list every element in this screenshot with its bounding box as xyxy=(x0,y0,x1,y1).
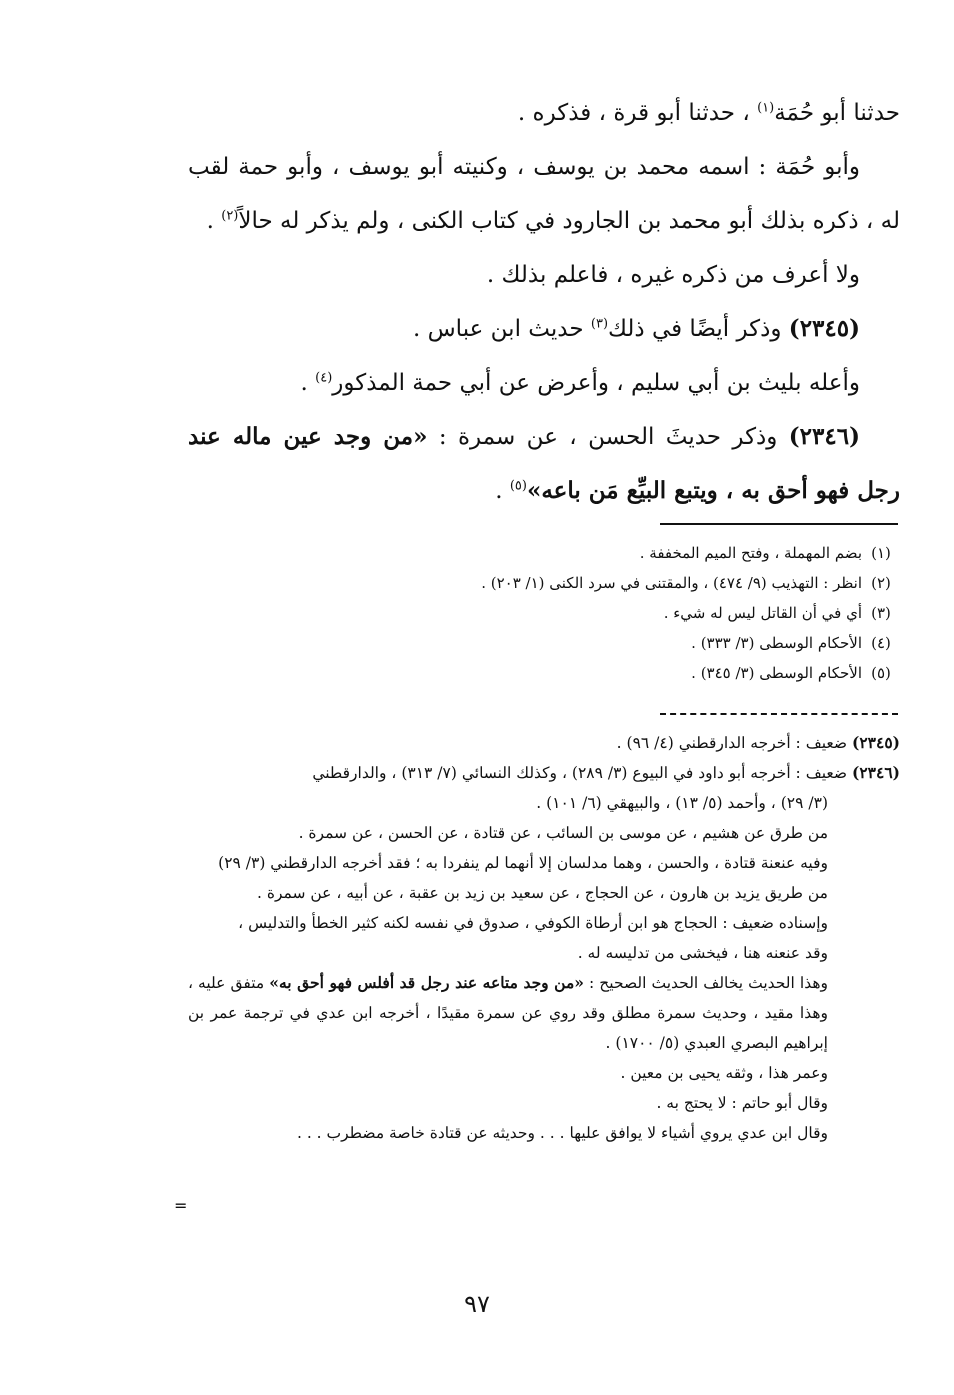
takhrij-number: (٢٣٤٦) xyxy=(852,763,900,782)
paragraph-4: (٢٣٤٥) وذكر أيضًا في ذلك$^{(٣)}$ حديث ابن عباس . xyxy=(412,315,860,342)
paragraph-6: (٢٣٤٦) وذكر حديثَ الحسن ، عن سمرة : «من وجد عين ماله عند رجل فهو أحق به ، ويتبع البيِّع مَن باعه»$^{(٥)}$ . xyxy=(188,423,900,504)
takhrij-number: (٢٣٤٥) xyxy=(852,733,900,752)
takhrij-2346-continued: (٣/ ٢٩) ، وأحمد (٥/ ١٣) ، والبيهقي (٦/ ١٠١) . xyxy=(536,794,828,812)
footnote-ref-2[interactable]: (٢) xyxy=(221,208,239,224)
takhrij-line: وقال أبو حاتم : لا يحتج به . xyxy=(656,1094,828,1112)
takhrij-2345: (٢٣٤٥) ضعيف : أخرجه الدارقطني (٤/ ٩٦) . xyxy=(616,733,900,752)
sahih-quote: «من وجد متاعه عند رجل قد أفلس فهو أحق به» xyxy=(269,973,584,992)
footnote-text: بضم المهملة ، وفتح الميم المخففة . xyxy=(639,544,862,562)
footnote-text: انظر : التهذيب (٩/ ٤٧٤) ، والمقتنى في سرد الكنى (١/ ٢٠٣) . xyxy=(481,574,862,592)
hadith-number-2346: (٢٣٤٦) xyxy=(788,423,860,450)
footnote-number: (٤) xyxy=(871,634,891,652)
continuation-mark: = xyxy=(174,1196,188,1215)
footnote-item xyxy=(400,658,900,688)
footnote-text: أي في أن القاتل ليس له شيء . xyxy=(663,604,862,622)
footnote-ref-1[interactable]: (١) xyxy=(757,100,775,116)
paragraph-2: وأبو حُمَة : اسمه محمد بن يوسف ، وكنيته أبو يوسف ، وأبو حمة لقب له ، ذكره بذلك أبو محمد بن الجارود في كتاب الكنى ، ولم يذكر له حالاً$^{(٢)}$ . xyxy=(188,154,900,234)
page-number: ٩٧ xyxy=(464,1290,490,1318)
hadith-number-2345: (٢٣٤٥) xyxy=(788,315,860,342)
takhrij-separator xyxy=(660,713,898,715)
footnote-item xyxy=(400,628,900,658)
takhrij-2346: (٢٣٤٦) ضعيف : أخرجه أبو داود في البيوع (٣/ ٢٨٩) ، وكذلك النسائي (٧/ ٣١٣) ، والدارقطني xyxy=(312,763,900,782)
takhrij-line: وإسناده ضعيف : الحجاج هو ابن أرطاة الكوفي ، صدوق في نفسه لكنه كثير الخطأ والتدليس ، xyxy=(238,914,828,932)
takhrij-line: وفيه عنعنة قتادة ، والحسن ، وهما مدلسان إلا أنهما لم ينفردا به ؛ فقد أخرجه الدارقطني (٣/ ٢٩) xyxy=(218,854,828,872)
footnote-ref-5[interactable]: (٥) xyxy=(509,478,527,494)
footnote-text: الأحكام الوسطى (٣/ ٣٣٣) . xyxy=(691,634,862,652)
footnotes xyxy=(400,538,900,688)
footnote-number: (٥) xyxy=(871,664,891,682)
paragraph-5: وأعله بليث بن أبي سليم ، وأعرض عن أبي حمة المذكور$^{(٤)}$ . xyxy=(300,370,860,396)
footnote-item xyxy=(400,568,900,598)
paragraph-3: ولا أعرف من ذكره غيره ، فاعلم بذلك . xyxy=(486,262,860,288)
footnote-number: (٣) xyxy=(871,604,891,622)
footnote-ref-3[interactable]: (٣) xyxy=(590,316,609,332)
takhrij-line: من طريق يزيد بن هارون ، عن الحجاج ، عن سعيد بن زيد بن عقبة ، عن أبيه ، عن سمرة . xyxy=(256,884,828,902)
paragraph-1: حدثنا أبو حُمَة$^{(١)}$ ، حدثنا أبو قرة ، فذكره . xyxy=(517,100,900,126)
footnote-number: (١) xyxy=(871,544,891,562)
footnote-separator xyxy=(660,523,898,525)
takhrij-section xyxy=(188,728,900,1148)
footnote-item xyxy=(400,538,900,568)
takhrij-line: وقال ابن عدي يروي أشياء لا يوافق عليها . . . وحديثه عن قتادة خاصة مضطرب . . . xyxy=(296,1124,828,1142)
hadith-quote: «من وجد عين ماله عند رجل فهو أحق به ، ويتبع البيِّع مَن باعه» xyxy=(188,423,900,504)
footnote-text: الأحكام الوسطى (٣/ ٣٤٥) . xyxy=(691,664,862,682)
footnote-ref-4[interactable]: (٤) xyxy=(315,370,333,386)
takhrij-line: وعمر هذا ، وثقه يحيى بن معين . xyxy=(620,1064,828,1082)
takhrij-line: وقد عنعنه هنا ، فيخشى من تدليسه له . xyxy=(577,944,828,962)
footnote-item xyxy=(400,598,900,628)
takhrij-paragraph: وهذا الحديث يخالف الحديث الصحيح : «من وجد متاعه عند رجل قد أفلس فهو أحق به» متفق عليه ، وهذا مقيد ، وحديث سمرة مطلق وقد روي عن سمرة مقيدًا ، أخرجه ابن عدي في ترجمة عمر بن إبراهيم البصري العبدي (٥/ ١٧٠٠) . xyxy=(188,973,828,1052)
main-text xyxy=(188,86,900,518)
takhrij-line: من طرق عن هشيم ، عن موسى بن السائب ، عن قتادة ، عن الحسن ، عن سمرة . xyxy=(298,824,828,842)
footnote-number: (٢) xyxy=(871,574,891,592)
